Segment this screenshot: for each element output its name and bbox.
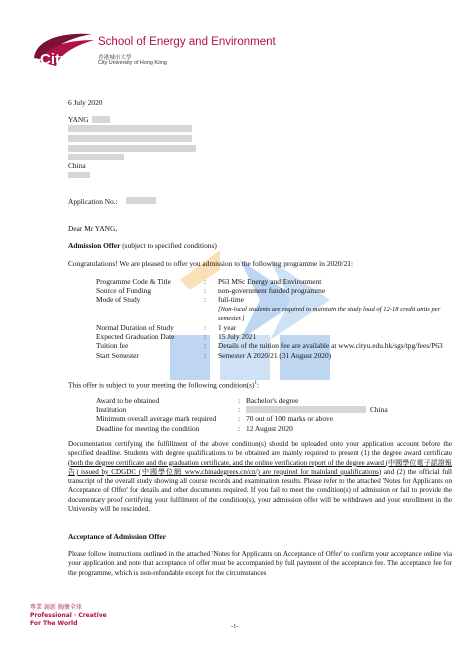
programme-row: Start Semester : Semester A 2020/21 (31 August 2020) (96, 351, 446, 360)
application-number-label: Application No.: (68, 197, 118, 206)
row-value: non-government funded programme (218, 286, 326, 296)
redacted-institution (246, 406, 366, 413)
footnote-marker: 1 (254, 381, 257, 386)
condition-row: Institution : China (96, 405, 388, 415)
school-name: School of Energy and Environment (98, 36, 276, 48)
programme-row: Normal Duration of Study : 1 year (96, 323, 446, 332)
offer-subheading: (subject to specified conditions) (120, 241, 217, 250)
cityu-logo-icon (30, 28, 100, 70)
page-number: -1- (231, 623, 239, 630)
programme-table (96, 277, 446, 360)
row-value: P63 MSc Energy and Environment (218, 277, 322, 286)
row-value: 1 year (218, 323, 237, 333)
salutation: Dear Mr YANG, (68, 224, 118, 233)
condition-row: Minimum overall average mark required : 70 out of 100 marks or above (96, 414, 334, 424)
condition-row: Deadline for meeting the condition : 12 August 2020 (96, 423, 293, 433)
documentation-paragraph: Documentation certifying the fulfillment of the above condition(s) should be uploaded onto your application account before the specified deadline. Students with degree qualifications to be obtained are mainly required to present (1) the degree award certificate (both the degree certificate and the graduation certificate, and the online verification report of the degree award (中國學位電子認證報告) issued by CDGDC (中國學位網 www.chinadegrees.cn/cn/) are required for mainland qualifications) and (2) the official full transcript of the overall study showing all course records and examination results. Please refer to the attached 'Notes for Applicants on Acceptance of Offer' for details and other documents required. If you fail to meet the condition(s) of admission or fail to provide the documentary proof certifying your fulfilment of the condition(s), your admission offer will be withdrawn and your enrollment in the University will be rescinded. (68, 440, 452, 514)
row-value: full-time (218, 295, 244, 305)
university-name: City University of Hong Kong (98, 60, 167, 66)
slogan-line-2: For The World (30, 619, 78, 627)
condition-table (96, 396, 396, 433)
row-label: Minimum overall average mark required (96, 414, 217, 424)
row-label: Award to be obtained (96, 396, 160, 405)
redacted-block (92, 116, 110, 123)
programme-row: Programme Code & Title : P63 MSc Energy and Environment (96, 277, 446, 286)
row-value: China (370, 405, 388, 415)
redacted-address-line (68, 145, 196, 152)
underlined-requirement: both the degree certificate and the graduation certificate, and the online verification report of the degree award (中國學位電子認證報告) issued by CDGDC (中國學位網 www.chinadegrees.cn/cn/) are required for mainland qualifications (68, 458, 452, 476)
row-label: Tuition fee (96, 341, 129, 351)
programme-row: Mode of Study : full-time (96, 295, 446, 304)
slogan-chinese: 專業 創新 胸懷全球 (30, 604, 82, 611)
acceptance-paragraph: Please follow instructions outlined in the attached 'Notes for Applicants on Acceptance of Offer' to confirm your acceptance online via your application and note that acceptance of offer must be accompanied by full payment of the acceptance fee. The acceptance fee for the programme, which is non-refundable except for the circumstances (68, 550, 452, 577)
row-label: Expected Graduation Date (96, 332, 175, 342)
programme-row: Tuition fee : Details of the tuition fee are available at www.cityu.edu.hk/sgs/tpg/fees/P63 (96, 341, 443, 351)
programme-row: Expected Graduation Date : 15 July 2021 (96, 332, 446, 341)
row-value: Semester A 2020/21 (31 August 2020) (218, 350, 332, 360)
redacted-address-line (68, 135, 192, 142)
row-value: Bachelor's degree (246, 396, 299, 405)
redacted-block (68, 172, 90, 178)
programme-row (96, 305, 446, 323)
footer-slogan (30, 604, 107, 627)
recipient-country: China (68, 161, 86, 170)
university-chinese-name: 香港城市大學 (98, 55, 132, 61)
redacted-address-line (68, 154, 124, 160)
row-label: Start Semester (96, 350, 139, 360)
row-label: Source of Funding (96, 286, 152, 296)
redacted-address-line (68, 125, 192, 132)
row-label: Institution (96, 405, 127, 415)
row-label: Programme Code & Title (96, 277, 171, 286)
row-label: Deadline for meeting the condition (96, 423, 200, 433)
recipient-name: YANG (68, 115, 89, 124)
tuition-fee-link[interactable]: Details of the tuition fee are available at www.cityu.edu.hk/sgs/tpg/fees/P63 (218, 341, 443, 351)
row-value: 70 out of 100 marks or above (246, 414, 334, 424)
logo-text: CityU (40, 51, 80, 68)
slogan-line-1: Professional · Creative (30, 612, 107, 619)
study-load-note: [Non-local students are required to maintain the study load of 12-18 credit units per semester.] (218, 305, 441, 322)
programme-row: Source of Funding : non-government funded programme (96, 286, 446, 295)
offer-heading-line (68, 241, 217, 250)
acceptance-heading: Acceptance of Admission Offer (68, 532, 166, 541)
redacted-application-number (126, 197, 156, 204)
row-label: Mode of Study (96, 295, 141, 305)
row-label: Normal Duration of Study (96, 323, 174, 333)
congratulations-text: Congratulations! We are pleased to offer you admission to the following programme in 2020/21: (68, 259, 354, 268)
letter-date: 6 July 2020 (68, 98, 103, 107)
offer-heading: Admission Offer (68, 241, 121, 250)
row-value: 12 August 2020 (246, 423, 293, 433)
condition-row: Award to be obtained : Bachelor's degree (96, 396, 299, 405)
letterhead (30, 28, 290, 78)
row-label (96, 305, 204, 323)
condition-intro: This offer is subject to your meeting the following $condition(s)^1$: (68, 380, 260, 390)
row-value: 15 July 2021 (218, 332, 257, 342)
